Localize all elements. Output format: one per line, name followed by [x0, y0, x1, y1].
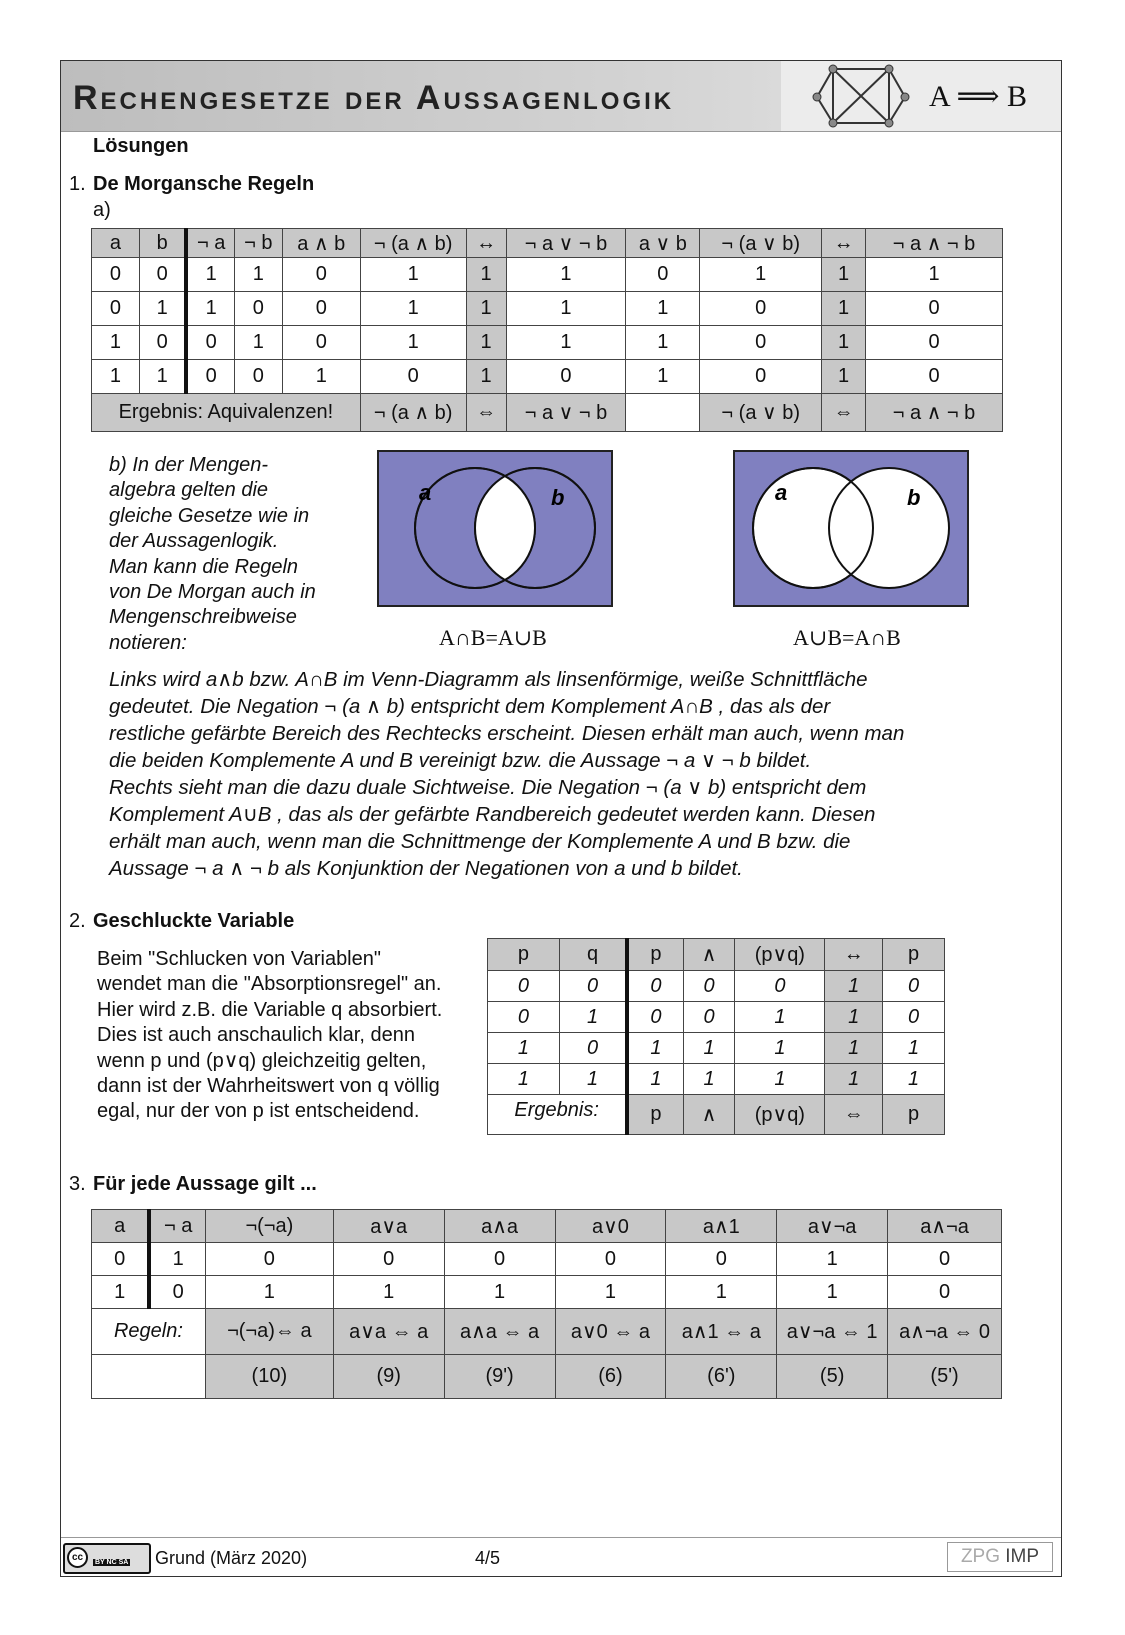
rule-cell: a∧1 ⇔ a — [666, 1309, 777, 1355]
page-title: Rechengesetze der Aussagenlogik — [73, 79, 675, 117]
empty-cell — [92, 1355, 206, 1399]
result-cell: ¬ (a ∨ b) — [700, 394, 822, 432]
table-cell: 1 — [777, 1243, 888, 1276]
table-cell: 0 — [333, 1243, 444, 1276]
table-cell: 1 — [555, 1276, 666, 1309]
s2-title: Geschluckte Variable — [93, 910, 295, 932]
result-label: Ergebnis: Aquivalenzen! — [92, 394, 361, 432]
table-cell: 0 — [282, 326, 360, 360]
table3-header-row — [92, 1210, 1002, 1243]
table-cell: 0 — [282, 292, 360, 326]
text-line: b) In der Mengen- — [109, 454, 268, 476]
text-line: der Aussagenlogik. — [109, 530, 279, 553]
text-line: dann ist der Wahrheitswert von q völlig — [97, 1075, 440, 1098]
text-line: Hier wird z.B. die Variable q absorbiert. — [97, 998, 443, 1021]
table-row — [92, 1243, 1002, 1276]
imp-text: IMP — [1005, 1546, 1040, 1567]
text-line: die beiden Komplemente A und B vereinigt bzw. die Aussage ¬ a ∨ ¬ b bildet. — [109, 749, 812, 772]
table-cell: 1 — [735, 1033, 825, 1064]
table-cell: 1 — [666, 1276, 777, 1309]
table2-header: q — [559, 939, 627, 971]
table-cell: 0 — [866, 360, 1003, 394]
text-line: egal, nur der von p ist entscheidend. — [97, 1100, 420, 1123]
footer-author: Grund (März 2020) — [155, 1548, 308, 1568]
venn-right-label-b: b — [907, 485, 921, 510]
table-cell: 1 — [205, 1276, 333, 1309]
zpg-imp-logo — [947, 1542, 1053, 1572]
rule-cell: a∨a ⇔ a — [333, 1309, 444, 1355]
table2-header: p — [627, 939, 683, 971]
absorption-table — [487, 938, 945, 1135]
table-cell: 1 — [360, 258, 466, 292]
rule-number: (9') — [444, 1355, 555, 1399]
table-cell: 1 — [92, 1276, 150, 1309]
result-cell: p — [883, 1095, 945, 1135]
table-cell: 1 — [444, 1276, 555, 1309]
table-cell: 1 — [825, 1033, 883, 1064]
table1-header: b — [139, 229, 186, 258]
table-cell: 1 — [186, 258, 234, 292]
text-line: von De Morgan auch in — [109, 581, 316, 604]
s1-sub-a: a) — [93, 199, 111, 221]
table-cell: 0 — [626, 258, 700, 292]
s3-number: 3. — [69, 1173, 86, 1195]
table-cell: 0 — [627, 1002, 683, 1033]
result-cell: ¬ (a ∧ b) — [360, 394, 466, 432]
table-cell: 0 — [234, 292, 282, 326]
table-cell: 0 — [866, 292, 1003, 326]
table2-header: p — [488, 939, 560, 971]
text-line: algebra gelten die — [109, 479, 269, 502]
venn-left — [377, 450, 613, 608]
cc-terms: BY NC SA — [95, 1559, 129, 1566]
table-cell: 1 — [234, 326, 282, 360]
result-cell: ¬ a ∨ ¬ b — [506, 394, 626, 432]
table-cell: 0 — [360, 360, 466, 394]
table-cell: 1 — [627, 1064, 683, 1095]
result-label: Ergebnis: — [488, 1095, 628, 1135]
table-cell: 1 — [825, 1002, 883, 1033]
table1-header: a — [92, 229, 140, 258]
table-cell: 0 — [205, 1243, 333, 1276]
table3-header: a∧a — [444, 1210, 555, 1243]
table-row — [488, 1002, 945, 1033]
s1b-text — [109, 453, 316, 656]
text-line: wendet man die "Absorptionsregel" an. — [97, 973, 442, 996]
table1-header: ↔ — [822, 229, 866, 258]
text-line: Links wird a∧b bzw. A∩B im Venn-Diagramm als linsenförmige, weiße Schnittfläche — [109, 668, 868, 691]
table-cell: 1 — [626, 326, 700, 360]
table1-header: ¬ (a ∨ b) — [700, 229, 822, 258]
table-cell: 1 — [92, 360, 140, 394]
table1-header: ¬ a — [186, 229, 234, 258]
text-line: Rechts sieht man die dazu duale Sichtweise. Die Negation ¬ (a ∨ b) entspricht dem — [109, 776, 867, 799]
table-cell: 1 — [822, 292, 866, 326]
result-cell: p — [627, 1095, 683, 1135]
s3-title: Für jede Aussage gilt ... — [93, 1173, 317, 1195]
table-cell: 0 — [683, 1002, 735, 1033]
table-cell: 1 — [683, 1033, 735, 1064]
table1-header-row — [92, 229, 1003, 258]
table-cell: 1 — [683, 1064, 735, 1095]
table-cell: 1 — [822, 360, 866, 394]
table-cell: 1 — [735, 1064, 825, 1095]
text-line: Mengenschreibweise — [109, 606, 297, 629]
table-cell: 1 — [506, 326, 626, 360]
header-banner — [61, 61, 1061, 132]
identity-table — [91, 1209, 1002, 1399]
s2-number: 2. — [69, 910, 86, 932]
venn-left-caption: A∩B=A∪B — [439, 625, 547, 650]
graph-logo-icon — [811, 61, 921, 131]
text-line: wenn p und (p∨q) gleichzeitig gelten, — [97, 1049, 427, 1072]
table-cell: 0 — [888, 1243, 1002, 1276]
table-cell: 0 — [92, 292, 140, 326]
table2-header: ↔ — [825, 939, 883, 971]
table-row — [488, 1033, 945, 1064]
table-cell: 0 — [666, 1243, 777, 1276]
result-cell: ¬ a ∧ ¬ b — [866, 394, 1003, 432]
table-cell: 1 — [139, 292, 186, 326]
table1-header: ¬ a ∨ ¬ b — [506, 229, 626, 258]
table1-header: a ∨ b — [626, 229, 700, 258]
table-cell: 0 — [866, 326, 1003, 360]
rule-cell: a∧a ⇔ a — [444, 1309, 555, 1355]
table-row — [92, 258, 1003, 292]
table2-result-row — [488, 1095, 945, 1135]
rules-row — [92, 1309, 1002, 1355]
rule-cell: a∨¬a ⇔ 1 — [777, 1309, 888, 1355]
table-cell: 1 — [466, 258, 506, 292]
rule-number: (6') — [666, 1355, 777, 1399]
result-cell: (p∨q) — [735, 1095, 825, 1135]
table-cell: 1 — [825, 971, 883, 1002]
table-cell: 1 — [883, 1033, 945, 1064]
table-cell: 0 — [234, 360, 282, 394]
rule-number: (5) — [777, 1355, 888, 1399]
table-cell: 0 — [488, 971, 560, 1002]
table-cell: 1 — [559, 1002, 627, 1033]
text-line: Man kann die Regeln — [109, 555, 299, 578]
footer — [61, 1537, 1061, 1576]
table-cell: 0 — [139, 326, 186, 360]
table-cell: 1 — [333, 1276, 444, 1309]
rule-number: (5') — [888, 1355, 1002, 1399]
table-cell: 1 — [822, 258, 866, 292]
s1-title: De Morgansche Regeln — [93, 173, 315, 195]
rule-cell: ¬(¬a)⇔ a — [205, 1309, 333, 1355]
table-cell: 0 — [186, 326, 234, 360]
venn-right-caption: A∪B=A∩B — [793, 625, 901, 650]
rules-label: Regeln: — [92, 1309, 206, 1355]
table-cell: 0 — [444, 1243, 555, 1276]
table-cell: 1 — [777, 1276, 888, 1309]
table-cell: 1 — [822, 326, 866, 360]
table-cell: 0 — [92, 258, 140, 292]
rule-numbers-row — [92, 1355, 1002, 1399]
text-line: gleiche Gesetze wie in — [109, 504, 310, 527]
result-cell: ⇔ — [466, 394, 506, 432]
table3-header: a∧¬a — [888, 1210, 1002, 1243]
table-cell: 1 — [883, 1064, 945, 1095]
table1-header: ¬ a ∧ ¬ b — [866, 229, 1003, 258]
table-row — [488, 971, 945, 1002]
table-cell: 0 — [883, 1002, 945, 1033]
table-cell: 1 — [234, 258, 282, 292]
table-cell: 1 — [466, 292, 506, 326]
rule-cell: a∨0 ⇔ a — [555, 1309, 666, 1355]
table-cell: 0 — [700, 360, 822, 394]
table-cell: 1 — [866, 258, 1003, 292]
table-cell: 0 — [149, 1276, 205, 1309]
rule-number: (9) — [333, 1355, 444, 1399]
table-cell: 1 — [506, 258, 626, 292]
table2-header: ∧ — [683, 939, 735, 971]
venn-left-label-a: a — [419, 480, 432, 505]
table3-header: a — [92, 1210, 150, 1243]
result-cell: ∧ — [683, 1095, 735, 1135]
table-cell: 0 — [883, 971, 945, 1002]
cc-icon: cc — [67, 1547, 88, 1568]
table1-header: a ∧ b — [282, 229, 360, 258]
table-cell: 1 — [488, 1064, 560, 1095]
text-line: notieren: — [109, 631, 187, 654]
table-cell: 0 — [186, 360, 234, 394]
table-cell: 0 — [139, 258, 186, 292]
s2-text — [97, 947, 442, 1125]
table-cell: 1 — [627, 1033, 683, 1064]
table-cell: 1 — [149, 1243, 205, 1276]
table1-result-row — [92, 394, 1003, 432]
table2-header: (p∨q) — [735, 939, 825, 971]
table-cell: 1 — [139, 360, 186, 394]
text-line: gedeutet. Die Negation ¬ (a ∧ b) entspricht dem Komplement A∩B , das als der — [109, 695, 831, 718]
result-cell — [626, 394, 700, 432]
table-cell: 1 — [488, 1033, 560, 1064]
text-line: Aussage ¬ a ∧ ¬ b als Konjunktion der Negationen von a und b bildet. — [109, 857, 743, 880]
table-cell: 1 — [506, 292, 626, 326]
rule-cell: a∧¬a ⇔ 0 — [888, 1309, 1002, 1355]
table-cell: 0 — [888, 1276, 1002, 1309]
table-row — [92, 360, 1003, 394]
text-line: Komplement A∪B , das als der gefärbte Randbereich gedeutet werden kann. Diesen — [109, 803, 876, 826]
s1-number: 1. — [69, 173, 86, 195]
table1-header: ¬ b — [234, 229, 282, 258]
table-cell: 0 — [700, 326, 822, 360]
table-cell: 0 — [559, 1033, 627, 1064]
table-row — [92, 326, 1003, 360]
table-row — [92, 292, 1003, 326]
section-title: Lösungen — [93, 135, 189, 157]
table1-header: ↔ — [466, 229, 506, 258]
header-logo-area — [781, 61, 1061, 131]
table-row — [92, 1276, 1002, 1309]
table3-header: a∨a — [333, 1210, 444, 1243]
de-morgan-table — [91, 228, 1003, 432]
text-line: restliche gefärbte Bereich des Rechtecks erscheint. Diesen erhält man auch, wenn man — [109, 722, 905, 745]
table-cell: 0 — [683, 971, 735, 1002]
rule-number: (6) — [555, 1355, 666, 1399]
table-cell: 1 — [466, 326, 506, 360]
table3-header: ¬ a — [149, 1210, 205, 1243]
table2-header: p — [883, 939, 945, 971]
venn-left-label-b: b — [551, 485, 565, 510]
text-line: Dies ist auch anschaulich klar, denn — [97, 1024, 415, 1047]
table-cell: 0 — [559, 971, 627, 1002]
cc-license-badge — [63, 1543, 151, 1574]
table-cell: 1 — [626, 292, 700, 326]
table-cell: 1 — [282, 360, 360, 394]
table-cell: 1 — [186, 292, 234, 326]
venn-right — [733, 450, 969, 608]
table-cell: 1 — [735, 1002, 825, 1033]
table3-header: a∨0 — [555, 1210, 666, 1243]
table3-header: ¬(¬a) — [205, 1210, 333, 1243]
table-cell: 0 — [282, 258, 360, 292]
implication-formula: A ⟹ B — [928, 80, 1027, 113]
table3-header: a∨¬a — [777, 1210, 888, 1243]
table-cell: 0 — [506, 360, 626, 394]
explanation-paragraph — [109, 666, 1009, 882]
result-cell: ⇔ — [822, 394, 866, 432]
result-cell: ⇔ — [825, 1095, 883, 1135]
table-cell: 1 — [559, 1064, 627, 1095]
text-line: Beim "Schlucken von Variablen" — [97, 948, 381, 970]
text-line: erhält man auch, wenn man die Schnittmenge der Komplemente A und B bzw. die — [109, 830, 851, 853]
table-cell: 1 — [360, 326, 466, 360]
table-cell: 1 — [825, 1064, 883, 1095]
table-cell: 0 — [627, 971, 683, 1002]
table-cell: 0 — [92, 1243, 150, 1276]
table-cell: 1 — [92, 326, 140, 360]
table-cell: 0 — [488, 1002, 560, 1033]
table-cell: 1 — [360, 292, 466, 326]
footer-page-number: 4/5 — [475, 1548, 501, 1568]
table-cell: 1 — [466, 360, 506, 394]
table1-header: ¬ (a ∧ b) — [360, 229, 466, 258]
table-cell: 1 — [700, 258, 822, 292]
table2-header-row — [488, 939, 945, 971]
table-cell: 0 — [700, 292, 822, 326]
table-cell: 0 — [735, 971, 825, 1002]
page — [60, 60, 1062, 1577]
zpg-text: ZPG — [960, 1546, 1000, 1567]
venn-right-label-a: a — [775, 480, 788, 505]
table-cell: 0 — [555, 1243, 666, 1276]
table-cell: 1 — [626, 360, 700, 394]
table3-header: a∧1 — [666, 1210, 777, 1243]
table-row — [488, 1064, 945, 1095]
rule-number: (10) — [205, 1355, 333, 1399]
